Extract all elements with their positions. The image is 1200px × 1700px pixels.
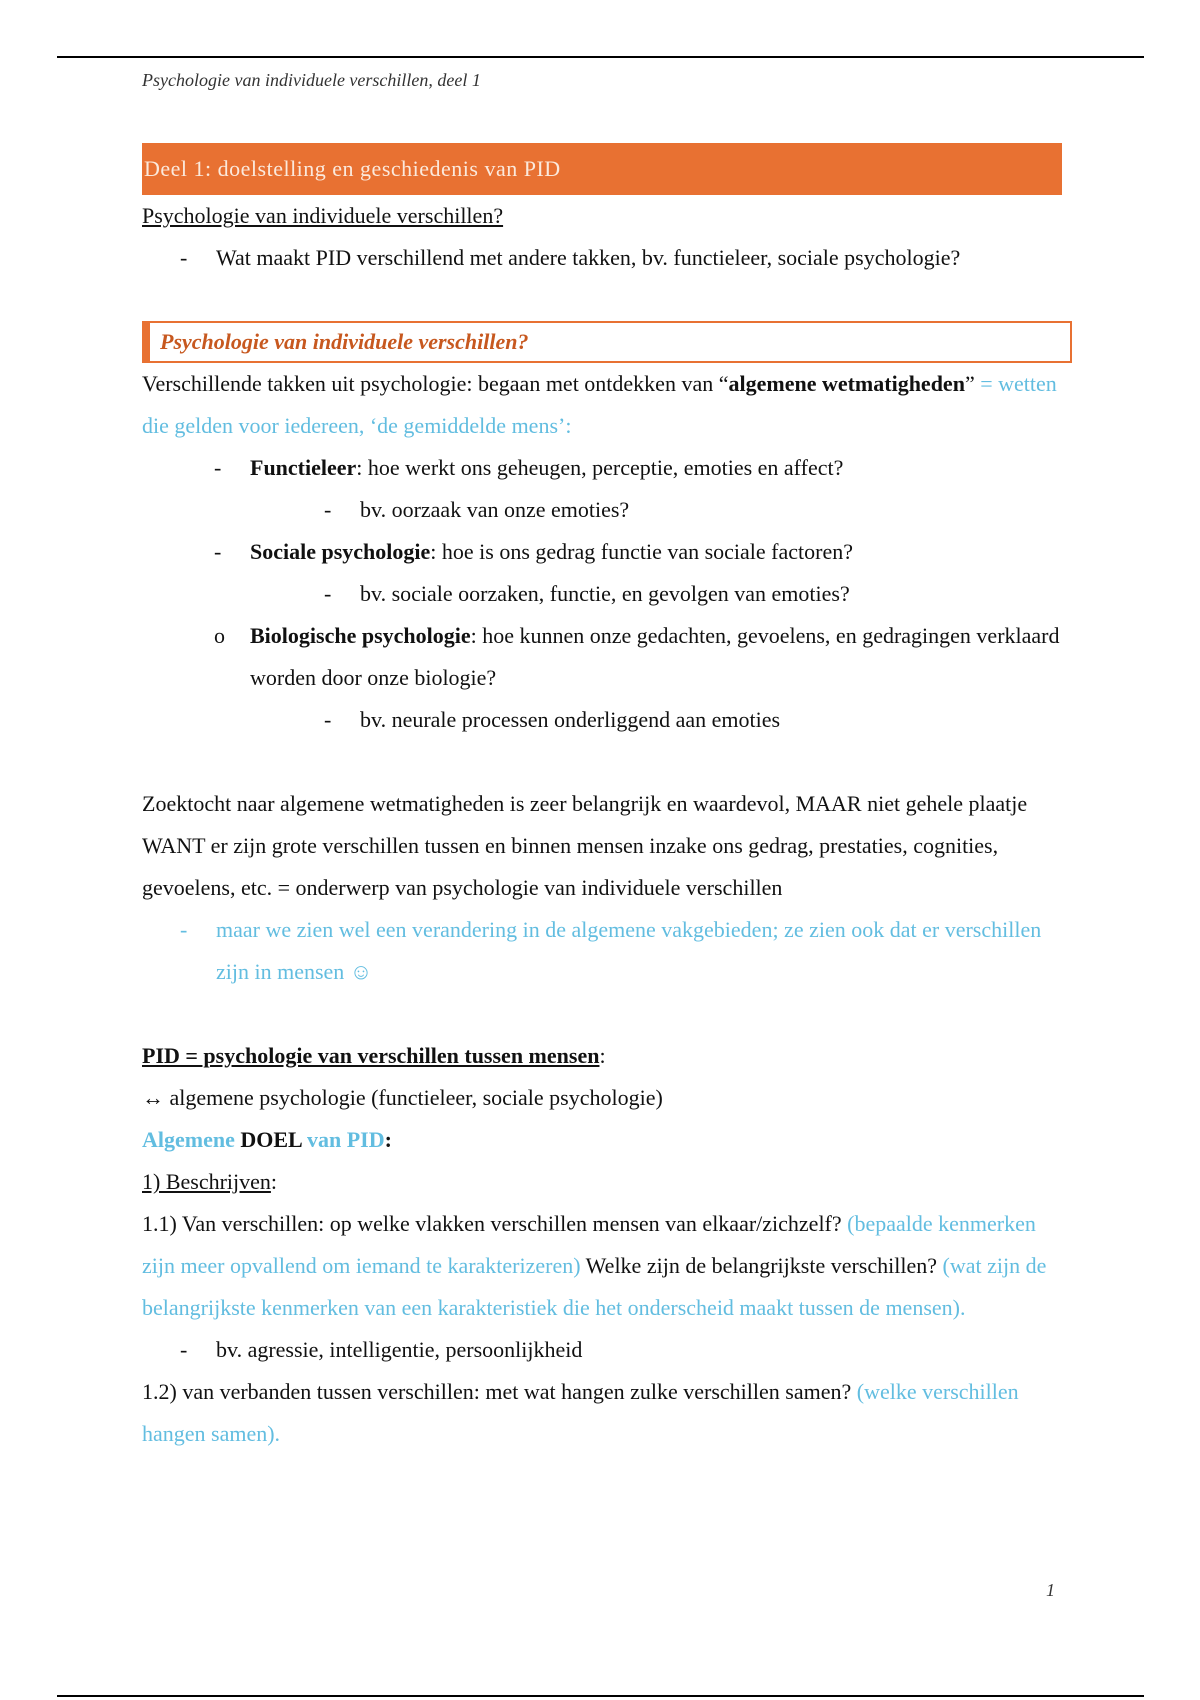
- item1-blue-b: (wat zijn de belangrijkste kenmerken van een karakteristiek die het onderscheid maakt tussen de mensen).: [142, 1253, 1047, 1320]
- branch-item: [142, 447, 1072, 489]
- branch-desc: : hoe is ons gedrag functie van sociale factoren?: [430, 539, 853, 564]
- describe-heading: [142, 1161, 1072, 1203]
- bullet-dash: -: [180, 245, 188, 270]
- item2-blue: (welke verschillen hangen samen).: [142, 1379, 1019, 1446]
- intro-heading-text: Psychologie van individuele verschillen?: [142, 203, 504, 228]
- branch-example-text: bv. oorzaak van onze emoties?: [360, 497, 630, 522]
- p1-text-b: ”: [964, 371, 981, 396]
- branch-item: [142, 531, 1072, 573]
- paragraph-general-laws: [142, 363, 1072, 447]
- describe-example-text: bv. agressie, intelligentie, persoonlijkheid: [216, 1337, 583, 1362]
- bullet-circle: o: [214, 623, 225, 648]
- goal-b: DOEL: [240, 1127, 302, 1152]
- item1-text-b: Welke zijn de belangrijkste verschillen?: [580, 1253, 943, 1278]
- p1-blue-note: = wetten die gelden voor iedereen, ‘de gemiddelde mens’:: [142, 371, 1057, 438]
- pid-definition: [142, 1035, 1072, 1077]
- top-rule: [57, 56, 1144, 58]
- describe-heading-text: 1) Beschrijven: [142, 1169, 271, 1194]
- paragraph-search: Zoektocht naar algemene wetmatigheden is zeer belangrijk en waardevol, MAAR niet gehele plaatje WANT er zijn grote verschillen tussen en binnen mensen inzake ons gedrag, prestaties, cognities, gevoelens, etc. = onderwerp van psychologie van individuele verschillen: [142, 791, 1028, 900]
- note-text: maar we zien wel een verandering in de algemene vakgebieden; ze zien ook dat er verschillen zijn in mensen ☺: [216, 917, 1042, 984]
- bullet-dash: -: [180, 1337, 188, 1362]
- bullet-dash: -: [180, 917, 188, 942]
- intro-bullet: [142, 237, 1072, 279]
- branch-desc: : hoe kunnen onze gedachten, gevoelens, en gedragingen verklaard worden door onze biologie?: [250, 623, 1060, 690]
- page-number: 1: [1046, 1580, 1055, 1600]
- describe-item-2: [142, 1371, 1072, 1455]
- branch-example: [142, 489, 1072, 531]
- goal-c: van PID: [301, 1127, 385, 1152]
- item2-text: 1.2) van verbanden tussen verschillen: met wat hangen zulke verschillen samen?: [142, 1379, 857, 1404]
- bullet-dash: -: [324, 581, 332, 606]
- branch-name: Sociale psychologie: [250, 539, 431, 564]
- note-bullet: [142, 909, 1072, 993]
- pid-contrast: ↔ algemene psychologie (functieleer, sociale psychologie): [142, 1085, 663, 1110]
- branch-name: Functieleer: [250, 455, 357, 480]
- bottom-rule: [57, 1695, 1144, 1697]
- describe-item-1: [142, 1203, 1072, 1329]
- intro-bullet-text: Wat maakt PID verschillend met andere takken, bv. functieleer, sociale psychologie?: [216, 245, 961, 270]
- goal-a: Algemene: [142, 1127, 241, 1152]
- branch-example: [142, 573, 1072, 615]
- bullet-dash: -: [214, 455, 222, 480]
- branch-name: Biologische psychologie: [250, 623, 471, 648]
- page-content: [142, 143, 1072, 1455]
- intro-heading: [142, 195, 1072, 237]
- branch-example-text: bv. sociale oorzaken, functie, en gevolgen van emoties?: [360, 581, 850, 606]
- branch-desc: : hoe werkt ons geheugen, perceptie, emoties en affect?: [356, 455, 844, 480]
- branch-example: [142, 699, 1072, 741]
- section-title-bar: Deel 1: doelstelling en geschiedenis van PID: [142, 143, 1062, 195]
- colon: :: [270, 1169, 278, 1194]
- bullet-dash: -: [324, 707, 332, 732]
- describe-example: [142, 1329, 1072, 1371]
- subheading-box: Psychologie van individuele verschillen?: [142, 321, 1072, 363]
- pid-goal-heading: [142, 1119, 1072, 1161]
- item1-text-a: 1.1) Van verschillen: op welke vlakken verschillen mensen van elkaar/zichzelf?: [142, 1211, 848, 1236]
- bullet-dash: -: [324, 497, 332, 522]
- p1-bold: algemene wetmatigheden: [728, 371, 965, 396]
- pid-definition-text: PID = psychologie van verschillen tussen mensen: [142, 1043, 600, 1068]
- bullet-dash: -: [214, 539, 222, 564]
- p1-text-a: Verschillende takken uit psychologie: begaan met ontdekken van “: [142, 371, 729, 396]
- colon: :: [384, 1127, 392, 1152]
- branch-example-text: bv. neurale processen onderliggend aan emoties: [360, 707, 781, 732]
- item1-blue-a: (bepaalde kenmerken zijn meer opvallend om iemand te karakterizeren): [142, 1211, 1036, 1278]
- colon: :: [599, 1043, 606, 1068]
- running-header: Psychologie van individuele verschillen, deel 1: [142, 70, 481, 90]
- branch-item: [142, 615, 1072, 699]
